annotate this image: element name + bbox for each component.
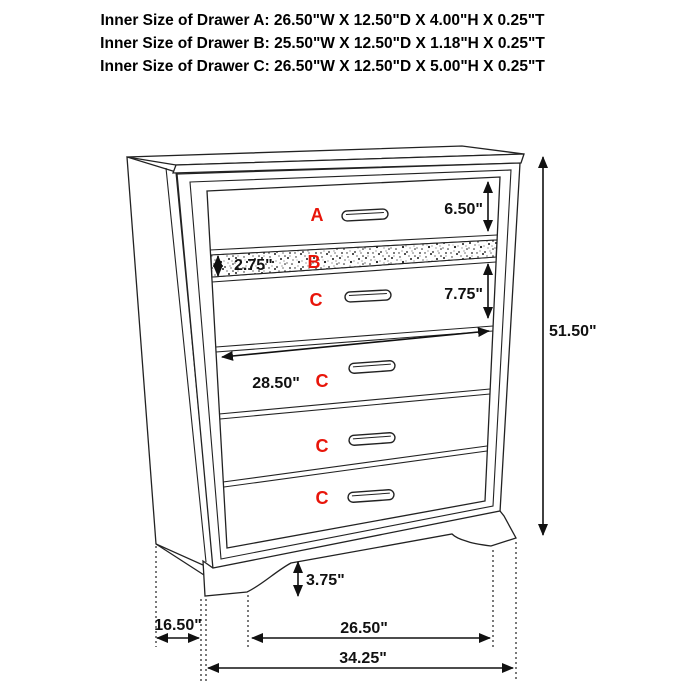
drawer-c1-handle [345,290,391,302]
drawer-b-spec: Inner Size of Drawer B: 25.50"W X 12.50"D X 1.18"H X 0.25"T [100,35,545,52]
drawer-width-label: 28.50" [252,375,300,392]
drawer-a-height-label: 6.50" [444,201,483,218]
drawer-c-height-label: 7.75" [444,286,483,303]
front-frame-outer [177,163,520,569]
drawer-c2-label: C [315,371,329,391]
base-height-label: 3.75" [306,572,345,589]
drawer-c1-label: C [309,290,323,310]
drawer-a-handle [342,209,388,221]
drawer-a-spec: Inner Size of Drawer A: 26.50"W X 12.50"D X 4.00"H X 0.25"T [100,12,545,29]
drawer-b-label: B [307,252,321,272]
drawer-b-height-label: 2.75" [234,257,273,274]
drawer-c4-label: C [315,488,329,508]
overall-height-label: 51.50" [549,323,597,340]
drawer-c3-label: C [315,436,329,456]
base-depth-label: 16.50" [154,617,202,634]
drawer-size-header [0,9,645,78]
drawer-a-label: A [310,205,324,225]
base-width-label: 26.50" [340,620,388,637]
drawer-c-spec: Inner Size of Drawer C: 26.50"W X 12.50"D X 5.00"H X 0.25"T [100,58,545,75]
overall-width-label: 34.25" [339,650,387,667]
